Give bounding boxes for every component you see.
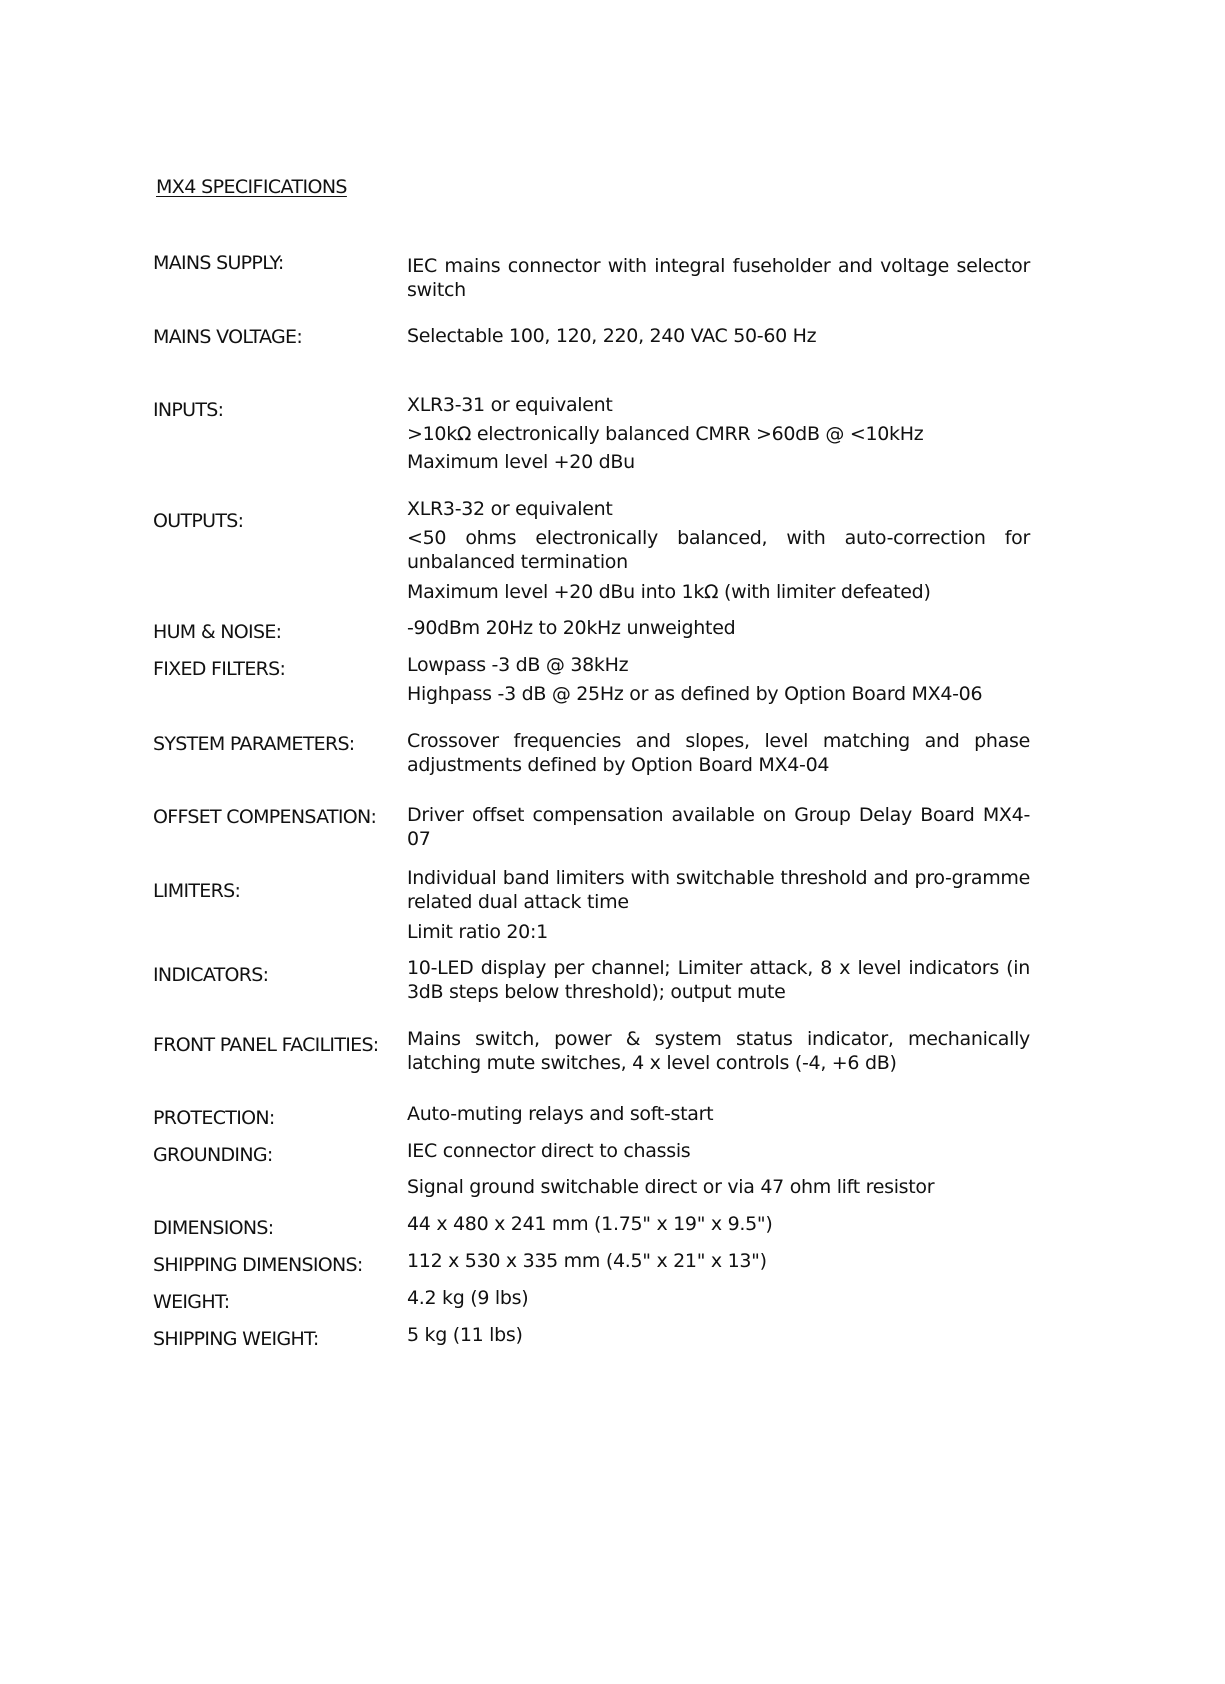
spec-value-inputs-connector: XLR3-31 or equivalent: [407, 394, 613, 416]
spec-label-front-panel: FRONT PANEL FACILITIES:: [153, 1034, 379, 1056]
spec-value-fixed-filters-highpass: Highpass -3 dB @ 25Hz or as defined by Option Board MX4-06: [407, 683, 983, 705]
spec-label-outputs: OUTPUTS:: [153, 510, 244, 532]
spec-value-mains-voltage: Selectable 100, 120, 220, 240 VAC 50-60 Hz: [407, 325, 817, 347]
spec-value-shipping-weight: 5 kg (11 lbs): [407, 1324, 523, 1346]
spec-value-hum-noise: -90dBm 20Hz to 20kHz unweighted: [407, 617, 736, 639]
spec-label-inputs: INPUTS:: [153, 399, 224, 421]
spec-value-inputs-impedance: >10kΩ electronically balanced CMRR >60dB @ <10kHz: [407, 423, 924, 445]
spec-label-hum-noise: HUM & NOISE:: [153, 621, 282, 643]
spec-value-offset-compensation: Driver offset compensation available on Group Delay Board MX4-07: [407, 804, 1030, 850]
spec-label-shipping-weight: SHIPPING WEIGHT:: [153, 1328, 319, 1350]
spec-label-fixed-filters: FIXED FILTERS:: [153, 658, 286, 680]
spec-label-mains-voltage: MAINS VOLTAGE:: [153, 326, 303, 348]
spec-value-outputs-connector: XLR3-32 or equivalent: [407, 498, 613, 520]
spec-value-outputs-level: Maximum level +20 dBu into 1kΩ (with limiter defeated): [407, 581, 931, 603]
spec-value-inputs-level: Maximum level +20 dBu: [407, 451, 635, 473]
spec-label-offset-compensation: OFFSET COMPENSATION:: [153, 806, 377, 828]
spec-label-protection: PROTECTION:: [153, 1107, 275, 1129]
spec-value-mains-supply: IEC mains connector with integral fuseholder and voltage selector switch: [407, 255, 1030, 301]
spec-label-limiters: LIMITERS:: [153, 880, 241, 902]
spec-value-dimensions: 44 x 480 x 241 mm (1.75" x 19" x 9.5"): [407, 1213, 773, 1235]
spec-label-grounding: GROUNDING:: [153, 1144, 273, 1166]
spec-value-grounding-chassis: IEC connector direct to chassis: [407, 1140, 691, 1162]
spec-value-system-parameters: Crossover frequencies and slopes, level matching and phase adjustments defined by Option Board MX4-04: [407, 730, 1030, 776]
spec-value-grounding-signal: Signal ground switchable direct or via 47 ohm lift resistor: [407, 1176, 935, 1198]
spec-label-shipping-dimensions: SHIPPING DIMENSIONS:: [153, 1254, 363, 1276]
spec-label-mains-supply: MAINS SUPPLY:: [153, 252, 284, 274]
spec-label-dimensions: DIMENSIONS:: [153, 1217, 274, 1239]
spec-label-weight: WEIGHT:: [153, 1291, 230, 1313]
spec-value-protection: Auto-muting relays and soft-start: [407, 1103, 714, 1125]
spec-label-system-parameters: SYSTEM PARAMETERS:: [153, 733, 355, 755]
spec-value-front-panel: Mains switch, power & system status indicator, mechanically latching mute switches, 4 x level controls (-4, +6 dB): [407, 1028, 1030, 1074]
spec-value-limiters-bands: Individual band limiters with switchable threshold and pro-gramme related dual attack time: [407, 867, 1030, 913]
spec-value-indicators: 10-LED display per channel; Limiter attack, 8 x level indicators (in 3dB steps below threshold); output mute: [407, 957, 1030, 1003]
spec-value-limiters-ratio: Limit ratio 20:1: [407, 921, 548, 943]
spec-value-outputs-impedance: <50 ohms electronically balanced, with auto-correction for unbalanced termination: [407, 527, 1030, 573]
spec-value-shipping-dimensions: 112 x 530 x 335 mm (4.5" x 21" x 13"): [407, 1250, 767, 1272]
spec-value-weight: 4.2 kg (9 lbs): [407, 1287, 529, 1309]
spec-label-indicators: INDICATORS:: [153, 964, 269, 986]
spec-value-fixed-filters-lowpass: Lowpass -3 dB @ 38kHz: [407, 654, 629, 676]
page-title: MX4 SPECIFICATIONS: [156, 176, 347, 198]
